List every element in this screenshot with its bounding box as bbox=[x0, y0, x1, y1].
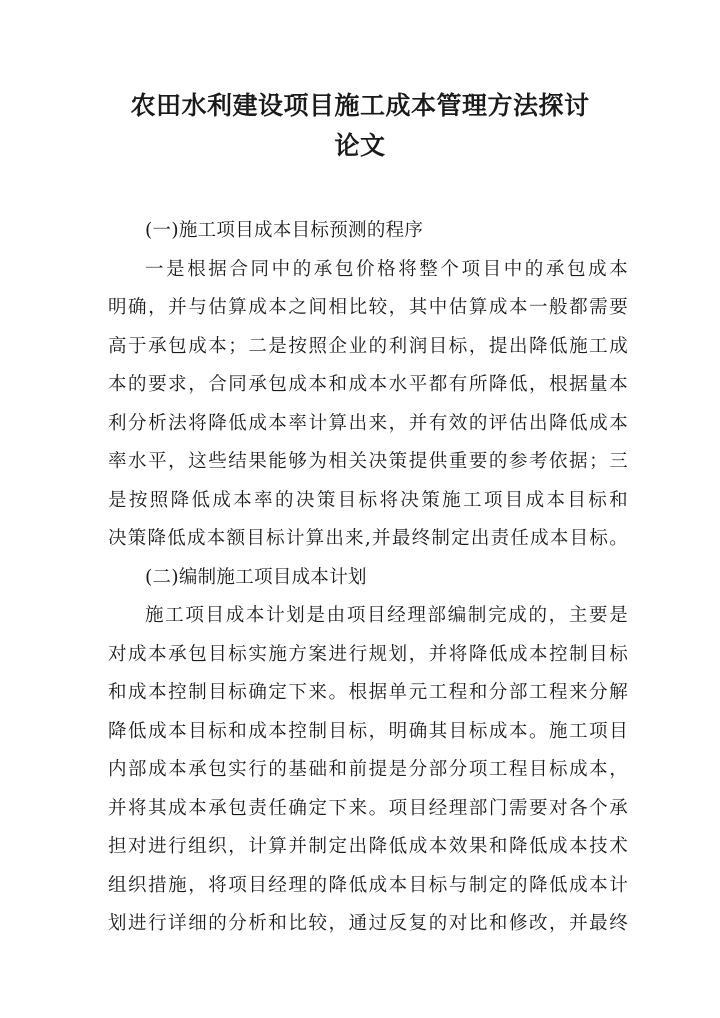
paragraph-line: 对成本承包目标实施方案进行规划，并将降低成本控制目标 bbox=[108, 644, 628, 665]
paragraph-line: 和成本控制目标确定下来。根据单元工程和分部工程来分解 bbox=[108, 682, 628, 703]
paragraph-line: 降低成本目标和成本控制目标，明确其目标成本。施工项目 bbox=[108, 721, 628, 742]
paragraph-line: 内部成本承包实行的基础和前提是分部分项工程目标成本， bbox=[108, 759, 628, 780]
paragraph-line: 并将其成本承包责任确定下来。项目经理部门需要对各个承 bbox=[108, 798, 628, 819]
paragraph-line: 划进行详细的分析和比较，通过反复的对比和修改，并最终 bbox=[108, 913, 628, 934]
document-title-line-1: 农田水利建设项目施工成本管理方法探讨 bbox=[130, 91, 590, 120]
paragraph-line: 一是根据合同中的承包价格将整个项目中的承包成本 bbox=[145, 259, 628, 280]
paragraph-line: 担对进行组织，计算并制定出降低成本效果和降低成本技术 bbox=[108, 836, 628, 857]
paragraph-line: 率水平，这些结果能够为相关决策提供重要的参考依据；三 bbox=[108, 451, 628, 472]
paragraph-line: 决策降低成本额目标计算出来,并最终制定出责任成本目标。 bbox=[108, 528, 628, 549]
paragraph-line: 利分析法将降低成本率计算出来，并有效的评估出降低成本 bbox=[108, 413, 628, 434]
paragraph-line: 施工项目成本计划是由项目经理部编制完成的，主要是 bbox=[145, 605, 628, 626]
section-heading-1: (一)施工项目成本目标预测的程序 bbox=[145, 220, 424, 241]
document-title-line-2: 论文 bbox=[334, 131, 386, 160]
paragraph-line: 高于承包成本；二是按照企业的利润目标，提出降低施工成 bbox=[108, 336, 628, 357]
paragraph-line: 是按照降低成本率的决策目标将决策施工项目成本目标和 bbox=[108, 490, 628, 511]
paragraph-line: 组织措施，将项目经理的降低成本目标与制定的降低成本计 bbox=[108, 875, 628, 896]
section-heading-2: (二)编制施工项目成本计划 bbox=[145, 567, 367, 588]
paragraph-line: 明确，并与估算成本之间相比较，其中估算成本一般都需要 bbox=[108, 297, 628, 318]
paragraph-line: 本的要求，合同承包成本和成本水平都有所降低，根据量本 bbox=[108, 374, 628, 395]
